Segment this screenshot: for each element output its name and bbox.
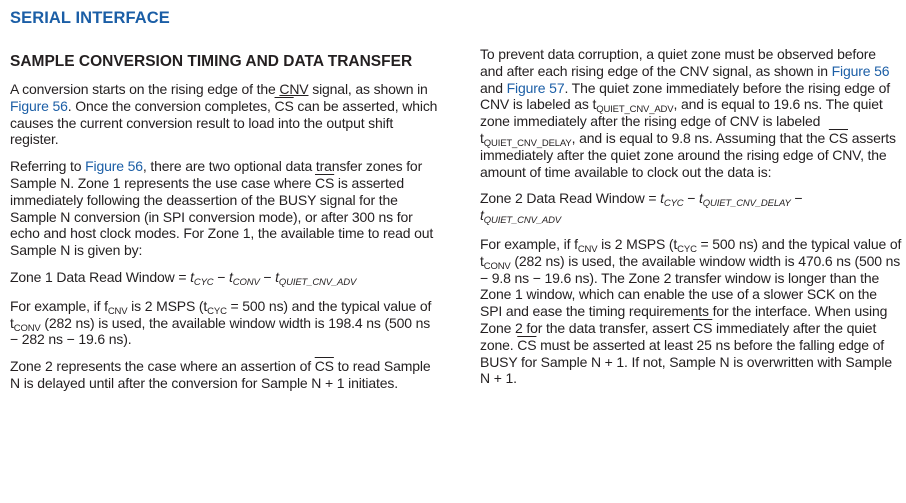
cnv-signal: CNV <box>279 81 309 97</box>
figure-57-link[interactable]: Figure 57 <box>506 79 565 96</box>
subsection-heading: SAMPLE CONVERSION TIMING AND DATA TRANSFER <box>10 53 413 70</box>
section-title: SERIAL INTERFACE <box>10 9 170 27</box>
cs-signal: $\overline{CS}$ <box>274 97 294 114</box>
paragraph-conversion-start: A conversion starts on the rising edge of the CNV signal, as shown in Figure 56. Once the conversion completes, $\overline{CS}$ can be asserted, which causes the current conversion result to load into the output shift register. <box>10 81 438 148</box>
paragraph-quiet-zone: To prevent data corruption, a quiet zone must be observed before and after each rising edge of the CNV signal, as shown in Figure 56 and Figure 57. The quiet zone immediately before the rising edge of CNV is labeled as $t_{QUIET\_CNV\_ADV}$, and is equal to 19.6 ns. The quiet zone immediately after the rising edge of CNV is labeled $t_{QUIET\_CNV\_DELAY}$, and is equal to 9.8 ns. Assuming that the $\overline{CS}$ asserts immediately after the quiet zone around the rising edge of CNV, the amount of time available to clock out the data is: <box>480 46 896 180</box>
figure-56-link[interactable]: Figure 56 <box>831 62 890 79</box>
cs-signal: $\overline{CS}$ <box>315 174 335 191</box>
left-column <box>10 52 438 402</box>
equation-zone-2: Zone 2 Data Read Window = $t_{CYC} - t_{QUIET\_CNV\_DELAY}$ − $t_{QUIET\_CNV\_ADV}$ <box>480 190 803 227</box>
figure-56-link[interactable]: Figure 56 <box>85 158 143 175</box>
cs-signal: $\overline{CS}$ <box>517 336 537 353</box>
right-column <box>480 46 902 397</box>
figure-56-link[interactable]: Figure 56 <box>10 97 68 114</box>
equation-zone-1: Zone 1 Data Read Window = $t_{CYC} - t_{CONV} - t_{QUIET\_CNV\_ADV}$ <box>10 268 357 288</box>
cs-signal: $\overline{CS}$ <box>828 129 848 146</box>
paragraph-zone-1-example: For example, if $f_{CNV}$ is 2 MSPS ($t_{CYC} = 500$ ns) and the typical value of $t_{CONV}$ (282 ns) is used, the available window width is 198.4 ns (500 ns − 282 ns − 19.6 ns). <box>10 297 432 348</box>
cs-signal: $\overline{CS}$ <box>693 319 713 336</box>
paragraph-zone-1: Referring to Figure 56, there are two optional data transfer zones for Sample N. Zone 1 represents the use case where $\overline{CS}$ is asserted immediately following the deassertion of the BUSY signal for the Sample N conversion (in SPI conversion mode), or after 300 ns for echo and host clock modes. For Zone 1, the available time to read out Sample N is given by: <box>10 158 434 259</box>
cs-signal: $\overline{CS}$ <box>314 358 334 375</box>
paragraph-zone-2-example: For example, if $f_{CNV}$ is 2 MSPS ($t_{CYC} = 500$ ns) and the typical value of $t_{CONV}$ (282 ns) is used, the available window width is 470.6 ns (500 ns − 9.8 ns − 19.6 ns). The Zone 2 transfer window is longer than the Zone 1 window, which can enable the use of a slower SCK on the SPI and ease the timing requirements for the interface. When using Zone 2 for the data transfer, assert $\overline{CS}$ immediately after the quiet zone. $\overline{CS}$ must be asserted at least 25 ns before the falling edge of BUSY for Sample N + 1. If not, Sample N is overwritten with Sample N + 1. <box>480 235 902 387</box>
paragraph-zone-2: Zone 2 represents the case where an assertion of $\overline{CS}$ to read Sample N is delayed until after the conversion for Sample N + 1 initiates. <box>10 358 431 391</box>
